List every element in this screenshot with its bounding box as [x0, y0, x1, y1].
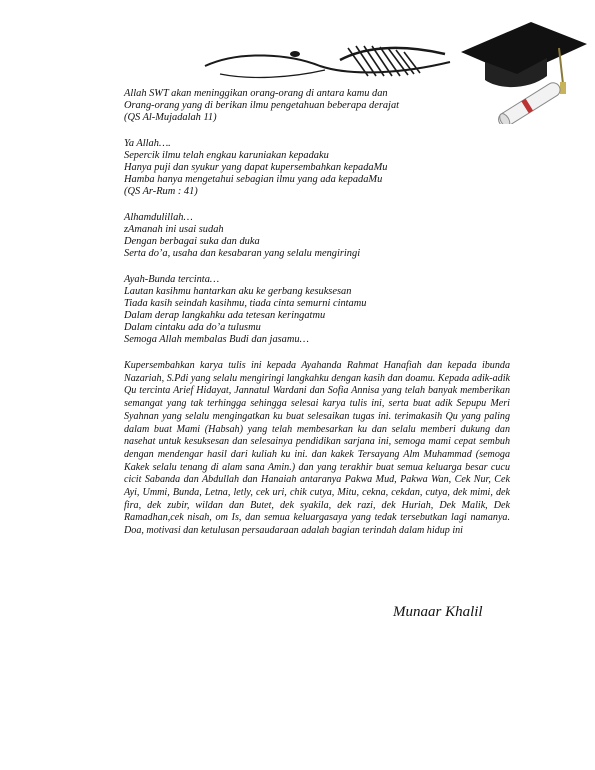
quote-source: (QS Al-Mujadalah 11)	[124, 112, 217, 123]
quote-line: Lautan kasihmu hantarkan aku ke gerbang kesuksesan	[124, 286, 352, 297]
quote-line: Allah SWT akan meninggikan orang-orang di antara kamu dan	[124, 88, 388, 99]
quote-ar-rum	[124, 138, 510, 198]
quote-line: Hanya puji dan syukur yang dapat kupersembahkan kepadaMu	[124, 162, 388, 173]
quote-line: Dalam cintaku ada do’a tulusmu	[124, 322, 261, 333]
quote-line: Dengan berbagai suka dan duka	[124, 236, 260, 247]
quote-line: Hamba hanya mengetahui sebagian ilmu yang ada kepadaMu	[124, 174, 383, 185]
quote-alhamdulillah	[124, 212, 510, 260]
quote-line: Dalam derap langkahku ada tetesan keringatmu	[124, 310, 326, 321]
quote-source: (QS Ar-Rum : 41)	[124, 186, 198, 197]
quote-line: Orang-orang yang di berikan ilmu pengetahuan beberapa derajat	[124, 100, 400, 111]
quote-line: Sepercik ilmu telah engkau karuniakan kepadaku	[124, 150, 329, 161]
signature-name: Munaar Khalil	[393, 604, 483, 620]
quote-line: Semoga Allah membalas Budi dan jasamu…	[124, 334, 309, 345]
quote-line: Serta do’a, usaha dan kesabaran yang selalu mengiringi	[124, 248, 361, 259]
quote-heading: Ya Allah….	[124, 138, 171, 149]
quote-al-mujadalah	[124, 88, 510, 124]
quote-heading: Alhamdulillah…	[124, 212, 193, 223]
quote-ayah-bunda	[124, 274, 510, 346]
dedication-page	[124, 88, 510, 548]
quote-heading: Ayah-Bunda tercinta…	[124, 274, 220, 285]
quote-line: Tiada kasih seindah kasihmu, tiada cinta semurni cintamu	[124, 298, 367, 309]
quote-line: zAmanah ini usai sudah	[124, 224, 224, 235]
calligraphy-ornament-icon	[200, 40, 465, 85]
dedication-paragraph: Kupersembahkan karya tulis ini kepada Ayahanda Rahmat Hanafiah dan kepada ibunda Nazariah, S.Pdi yang selalu mengiringi langkahku dengan kasih dan doamu. Kepada adik-adik Qu tercinta Arief Hidayat, Jannatul Wardani dan Sofia Annisa yang telah banyak memberikan semangat yang tak terhingga sehingga selesai karya tulis ini, serta buat adik Sepupu Meri Syahnan yang selalu mengingatkan ku buat selesaikan tugas ini. terimakasih Qu yang paling dalam buat Mami (Habsah) yang telah membesarkan ku dan selalu memberi dukung dan nasehat untuk kesuksesan dan selesainya pendidikan sarjana ini, semoga mami cepat sembuh dengan mendengar hasil dari kuliah ku ini. dan kakek Tersayang Alm Muhammad (semoga Kakek selalu tenang di alam sana Amin.) dan yang terakhir buat semua keluarga besar cucu cicit Sabanda dan Abdullah dan Hanaiah antaranya Pakwa Mud, Pakwa Wan, Cek Nur, Cek Ayi, Ummi, Bunda, Letna, letly, cek uri, chik cutya, Mitu, cekna, cekdan, cutya, dek mimi, dek fira, dek zubir, wildan dan Butet, dek syakila, dek razi, dek Huriah, Dek Malik, Dek Ramadhan,cek nisah, om Is, dan semua keluargasaya yang tedak tersebutkan lagi namanya. Doa, motivasi dan ketulusan persaudaraan adalah bagian terindah dalam hidup ini	[124, 360, 510, 537]
